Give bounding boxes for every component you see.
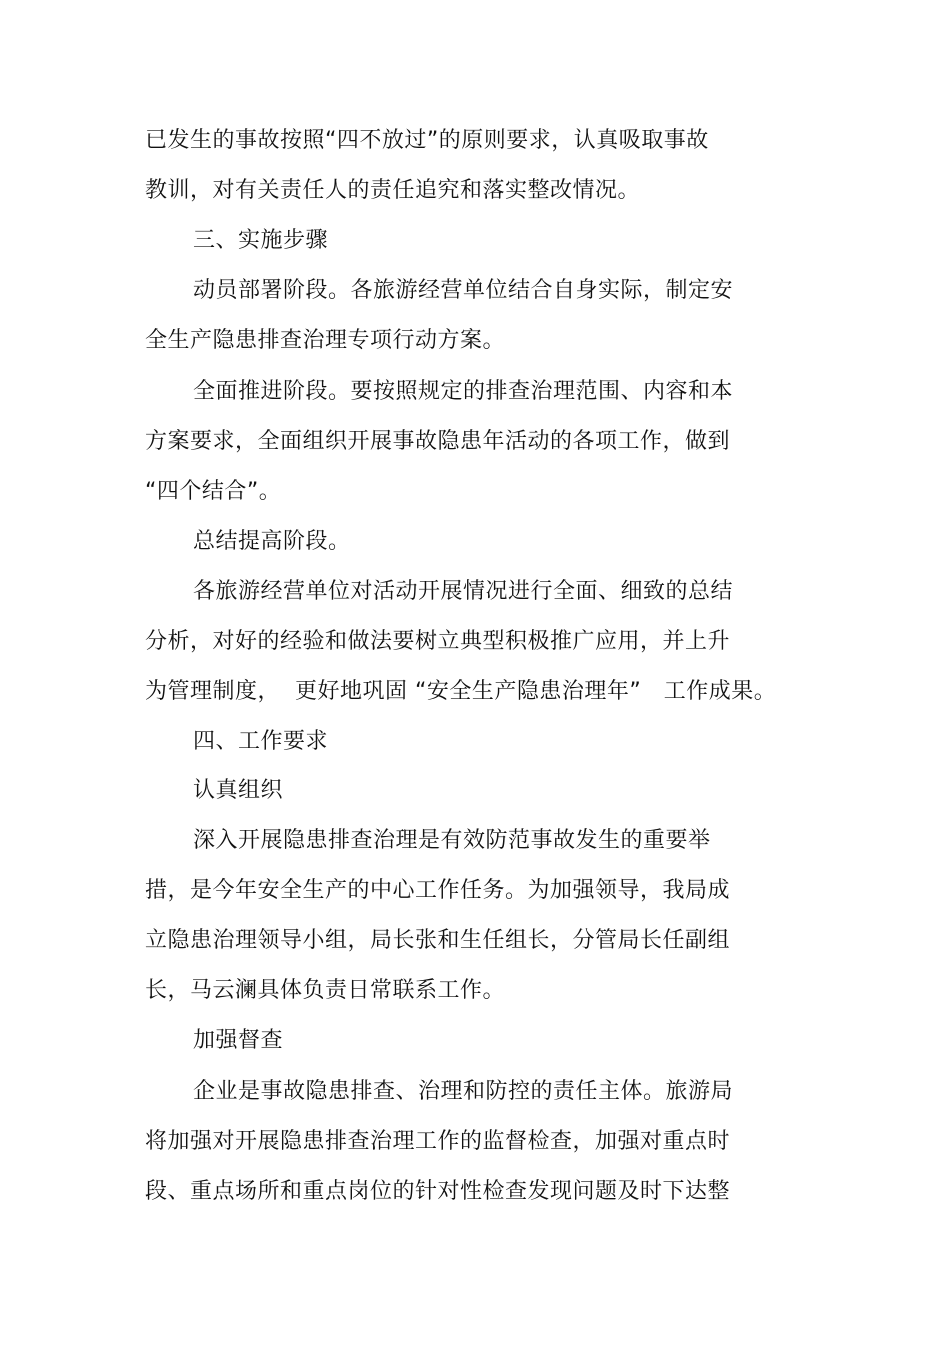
text-line: 措，是今年安全生产的中心工作任务。为加强领导，我局成 bbox=[145, 878, 731, 903]
subsection-heading: 认真组织 bbox=[193, 778, 284, 803]
text-line: 长，马云澜具体负责日常联系工作。 bbox=[145, 978, 506, 1003]
text-line: 已发生的事故按照“四不放过”的原则要求，认真吸取事故 bbox=[145, 128, 709, 153]
text-line: 动员部署阶段。各旅游经营单位结合自身实际，制定安 bbox=[193, 278, 734, 303]
text-line: 段、重点场所和重点岗位的针对性检查发现问题及时下达整 bbox=[145, 1179, 731, 1204]
text-line: 方案要求，全面组织开展事故隐患年活动的各项工作，做到 bbox=[145, 429, 731, 454]
text-line: “四个结合”。 bbox=[145, 479, 282, 504]
text-line: 深入开展隐患排查治理是有效防范事故发生的重要举 bbox=[193, 828, 711, 853]
text-line: 全面推进阶段。要按照规定的排查治理范围、内容和本 bbox=[193, 379, 734, 404]
text-line: 立隐患治理领导小组，局长张和生任组长，分管局长任副组 bbox=[145, 928, 731, 953]
text-line: 为管理制度， 更好地巩固 “安全生产隐患治理年” 工作成果。 bbox=[145, 679, 777, 704]
text-line: 全生产隐患排查治理专项行动方案。 bbox=[145, 328, 506, 353]
text-line: 企业是事故隐患排查、治理和防控的责任主体。旅游局 bbox=[193, 1079, 734, 1104]
text-line: 教训，对有关责任人的责任追究和落实整改情况。 bbox=[145, 178, 641, 203]
subsection-heading: 加强督查 bbox=[193, 1028, 284, 1053]
section-heading: 四、工作要求 bbox=[193, 729, 329, 754]
text-line: 各旅游经营单位对活动开展情况进行全面、细致的总结 bbox=[193, 579, 734, 604]
section-heading: 三、实施步骤 bbox=[193, 228, 329, 253]
text-line: 将加强对开展隐患排查治理工作的监督检查，加强对重点时 bbox=[145, 1129, 731, 1154]
text-line: 总结提高阶段。 bbox=[193, 529, 351, 554]
text-line: 分析，对好的经验和做法要树立典型积极推广应用，并上升 bbox=[145, 629, 731, 654]
